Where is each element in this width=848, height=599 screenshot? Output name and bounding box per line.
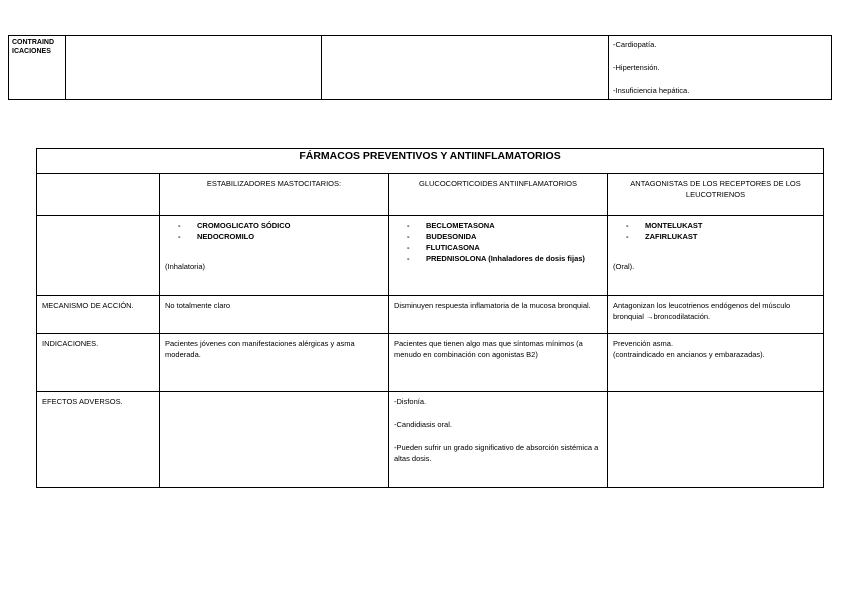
- list-item: - CROMOGLICATO SÓDICO: [165, 220, 383, 231]
- table-cell: Pacientes jóvenes con manifestaciones alérgicas y asma moderada.: [160, 334, 389, 392]
- list-item: - BECLOMETASONA: [394, 220, 602, 231]
- drugs-cell: [608, 216, 824, 296]
- label-line: ICACIONES: [12, 48, 51, 55]
- drugs-cell: [389, 216, 608, 296]
- text-line: Prevención asma.: [613, 339, 674, 348]
- table-cell: [608, 392, 824, 488]
- drug-list: [613, 220, 818, 242]
- table-cell: No totalmente claro: [160, 296, 389, 334]
- table-cell: [160, 392, 389, 488]
- empty-cell: [66, 36, 322, 100]
- table-cell: Disminuyen respuesta inflamatoria de la mucosa bronquial.: [389, 296, 608, 334]
- table-row: [37, 149, 824, 174]
- header-cell-empty: [37, 174, 160, 216]
- contraindications-label: [9, 36, 66, 100]
- row-label: EFECTOS ADVERSOS.: [37, 392, 160, 488]
- list-item: -Candidiasis oral.: [394, 420, 452, 429]
- list-item: - FLUTICASONA: [394, 242, 602, 253]
- contraindications-table: [8, 35, 832, 100]
- text-line: (contraindicado en ancianos y embarazadas).: [613, 350, 765, 359]
- table-title: FÁRMACOS PREVENTIVOS Y ANTIINFLAMATORIOS: [37, 149, 824, 174]
- empty-cell: [37, 216, 160, 296]
- list-item: - ZAFIRLUKAST: [613, 231, 818, 242]
- table-cell: Antagonizan los leucotrienos endógenos del músculo bronquial →broncodilatación.: [608, 296, 824, 334]
- list-item: - MONTELUKAST: [613, 220, 818, 231]
- header-row: [37, 174, 824, 216]
- list-item: -Cardiopatía.: [613, 40, 657, 49]
- table-row: [9, 36, 832, 100]
- preventive-drugs-table: [36, 148, 824, 488]
- list-item: - BUDESONIDA: [394, 231, 602, 242]
- route-text: (Inhalatoria): [165, 262, 206, 271]
- empty-cell: [322, 36, 609, 100]
- table-row: [37, 216, 824, 296]
- row-label: INDICACIONES.: [37, 334, 160, 392]
- label-line: CONTRAIND: [12, 39, 54, 46]
- table-row: [37, 296, 824, 334]
- table-cell: Pacientes que tienen algo mas que síntomas mínimos (a menudo en combinación con agonistas B2): [389, 334, 608, 392]
- contraindications-list: [609, 36, 832, 100]
- table-row: [37, 334, 824, 392]
- list-item: -Hipertensión.: [613, 63, 660, 72]
- list-item: -Insuficiencia hepática.: [613, 86, 690, 95]
- drug-list: [165, 220, 383, 242]
- route-text: (Oral).: [613, 262, 635, 271]
- header-mast-cell-stabilizers: ESTABILIZADORES MASTOCITARIOS:: [160, 174, 389, 216]
- table-row: [37, 392, 824, 488]
- header-leukotriene-antagonists: ANTAGONISTAS DE LOS RECEPTORES DE LOS LEUCOTRIENOS: [608, 174, 824, 216]
- table-cell: [608, 334, 824, 392]
- drug-list: [394, 220, 602, 264]
- row-label: MECANISMO DE ACCIÓN.: [37, 296, 160, 334]
- list-item: - PREDNISOLONA (Inhaladores de dosis fijas): [394, 253, 602, 264]
- drugs-cell: [160, 216, 389, 296]
- list-item: - NEDOCROMILO: [165, 231, 383, 242]
- list-item: -Pueden sufrir un grado significativo de absorción sistémica a altas dosis.: [394, 443, 599, 463]
- table-cell: [389, 392, 608, 488]
- list-item: -Disfonía.: [394, 397, 427, 406]
- header-glucocorticoids: GLUCOCORTICOIDES ANTIINFLAMATORIOS: [389, 174, 608, 216]
